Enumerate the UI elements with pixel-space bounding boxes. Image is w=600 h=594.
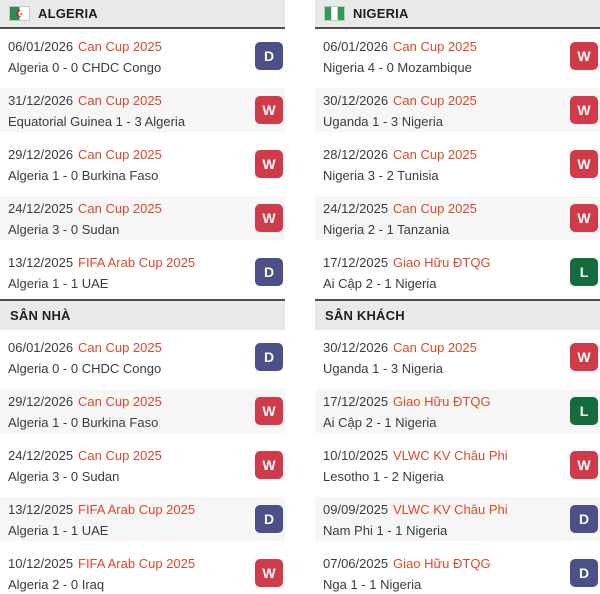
competition-name[interactable]: Can Cup 2025 (78, 448, 162, 463)
section-rows (0, 29, 285, 299)
match-date: 17/12/2025 (323, 394, 389, 409)
match-date: 30/12/2026 (323, 93, 389, 108)
outcome-badge: W (255, 559, 283, 587)
section-rows (0, 330, 285, 594)
team-column (0, 0, 285, 594)
outcome-badge: W (255, 397, 283, 425)
algeria-flag-icon (10, 7, 29, 20)
competition-name[interactable]: Giao Hữu ĐTQG (393, 255, 491, 270)
outcome-badge: W (255, 204, 283, 232)
outcome-badge: W (255, 96, 283, 124)
match-row[interactable] (0, 245, 285, 299)
match-row[interactable] (315, 191, 600, 245)
match-result: Nam Phi 1 - 1 Nigeria (323, 523, 448, 538)
outcome-badge: D (570, 559, 598, 587)
match-result: Equatorial Guinea 1 - 3 Algeria (8, 114, 186, 129)
outcome-badge: W (570, 150, 598, 178)
match-row[interactable] (0, 29, 285, 83)
match-date: 10/12/2025 (8, 556, 74, 571)
outcome-badge: W (570, 451, 598, 479)
match-result: Algeria 3 - 0 Sudan (8, 222, 120, 237)
competition-name[interactable]: VLWC KV Châu Phi (393, 448, 508, 463)
team-header (0, 0, 285, 29)
match-row[interactable] (0, 330, 285, 384)
competition-name[interactable]: Giao Hữu ĐTQG (393, 394, 491, 409)
match-section (0, 299, 285, 594)
competition-name[interactable]: Can Cup 2025 (393, 93, 477, 108)
match-result: Algeria 1 - 1 UAE (8, 523, 109, 538)
match-result: Algeria 2 - 0 Iraq (8, 577, 105, 592)
match-date: 13/12/2025 (8, 255, 74, 270)
team-header (315, 0, 600, 29)
match-row[interactable] (0, 438, 285, 492)
match-row[interactable] (0, 492, 285, 546)
section-rows (315, 330, 600, 594)
outcome-badge: W (570, 343, 598, 371)
outcome-badge: W (570, 96, 598, 124)
match-result: Algeria 1 - 1 UAE (8, 276, 109, 291)
match-row[interactable] (315, 29, 600, 83)
competition-name[interactable]: Can Cup 2025 (393, 340, 477, 355)
competition-name[interactable]: Can Cup 2025 (78, 39, 162, 54)
outcome-badge: D (255, 343, 283, 371)
match-date: 06/01/2026 (8, 340, 74, 355)
match-result: Uganda 1 - 3 Nigeria (323, 361, 443, 376)
match-result: Ai Cập 2 - 1 Nigeria (323, 276, 437, 291)
competition-name[interactable]: Can Cup 2025 (78, 340, 162, 355)
match-result: Nigeria 4 - 0 Mozambique (323, 60, 472, 75)
section-rows (315, 29, 600, 299)
outcome-badge: W (570, 42, 598, 70)
match-section (0, 29, 285, 299)
outcome-badge: W (255, 150, 283, 178)
match-date: 24/12/2025 (8, 448, 74, 463)
outcome-badge: D (255, 505, 283, 533)
match-result: Lesotho 1 - 2 Nigeria (323, 469, 444, 484)
competition-name[interactable]: Giao Hữu ĐTQG (393, 556, 491, 571)
competition-name[interactable]: Can Cup 2025 (78, 201, 162, 216)
competition-name[interactable]: Can Cup 2025 (78, 93, 162, 108)
sections (0, 29, 285, 594)
competition-name[interactable]: FIFA Arab Cup 2025 (78, 502, 196, 517)
match-result: Nigeria 3 - 2 Tunisia (323, 168, 439, 183)
match-row[interactable] (315, 245, 600, 299)
match-row[interactable] (0, 83, 285, 137)
nigeria-flag-icon (325, 7, 344, 20)
competition-name[interactable]: VLWC KV Châu Phi (393, 502, 508, 517)
match-result: Algeria 0 - 0 CHDC Congo (8, 60, 162, 75)
outcome-badge: W (570, 204, 598, 232)
team-name: ALGERIA (38, 6, 98, 21)
match-date: 09/09/2025 (323, 502, 389, 517)
team-name: NIGERIA (353, 6, 409, 21)
competition-name[interactable]: Can Cup 2025 (393, 201, 477, 216)
competition-name[interactable]: Can Cup 2025 (393, 39, 477, 54)
competition-name[interactable]: Can Cup 2025 (393, 147, 477, 162)
match-result: Algeria 3 - 0 Sudan (8, 469, 120, 484)
competition-name[interactable]: Can Cup 2025 (78, 147, 162, 162)
match-row[interactable] (315, 384, 600, 438)
outcome-badge: D (570, 505, 598, 533)
match-row[interactable] (315, 492, 600, 546)
match-result: Ai Cập 2 - 1 Nigeria (323, 415, 437, 430)
match-result: Algeria 1 - 0 Burkina Faso (8, 168, 159, 183)
match-row[interactable] (315, 137, 600, 191)
match-row[interactable] (0, 137, 285, 191)
match-result: Algeria 1 - 0 Burkina Faso (8, 415, 159, 430)
competition-name[interactable]: FIFA Arab Cup 2025 (78, 255, 196, 270)
outcome-badge: D (255, 258, 283, 286)
match-row[interactable] (0, 546, 285, 594)
match-result: Nga 1 - 1 Nigeria (323, 577, 422, 592)
match-date: 10/10/2025 (323, 448, 389, 463)
competition-name[interactable]: Can Cup 2025 (78, 394, 162, 409)
match-row[interactable] (315, 330, 600, 384)
match-date: 17/12/2025 (323, 255, 389, 270)
outcome-badge: L (570, 397, 598, 425)
match-result: Nigeria 2 - 1 Tanzania (323, 222, 450, 237)
match-section (315, 299, 600, 594)
team-column (315, 0, 600, 594)
outcome-badge: L (570, 258, 598, 286)
match-result: Uganda 1 - 3 Nigeria (323, 114, 443, 129)
match-date: 24/12/2025 (8, 201, 74, 216)
section-title: SÂN NHÀ (0, 299, 285, 330)
match-date: 29/12/2026 (8, 147, 74, 162)
match-date: 06/01/2026 (8, 39, 74, 54)
section-title: SÂN KHÁCH (315, 299, 600, 330)
match-result: Algeria 0 - 0 CHDC Congo (8, 361, 162, 376)
sections (315, 29, 600, 594)
match-date: 28/12/2026 (323, 147, 389, 162)
outcome-badge: D (255, 42, 283, 70)
competition-name[interactable]: FIFA Arab Cup 2025 (78, 556, 196, 571)
match-date: 07/06/2025 (323, 556, 389, 571)
match-section (315, 29, 600, 299)
match-date: 06/01/2026 (323, 39, 389, 54)
match-row[interactable] (0, 384, 285, 438)
match-date: 30/12/2026 (323, 340, 389, 355)
match-date: 24/12/2025 (323, 201, 389, 216)
outcome-badge: W (255, 451, 283, 479)
match-date: 31/12/2026 (8, 93, 74, 108)
match-row[interactable] (315, 546, 600, 594)
match-row[interactable] (0, 191, 285, 245)
match-row[interactable] (315, 83, 600, 137)
match-date: 13/12/2025 (8, 502, 74, 517)
match-row[interactable] (315, 438, 600, 492)
match-date: 29/12/2026 (8, 394, 74, 409)
